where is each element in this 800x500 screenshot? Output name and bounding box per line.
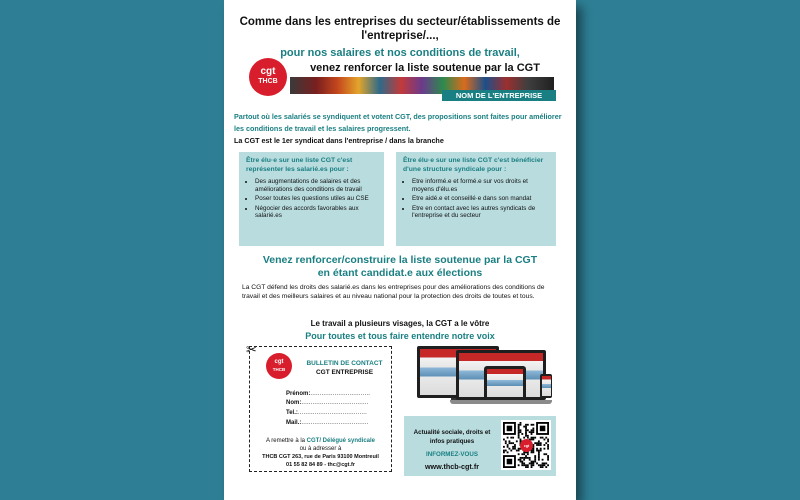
cta-line1: Venez renforcer/construire la liste soutenue par la CGT <box>262 254 538 266</box>
list-item: • Poser toutes les questions utiles au CSE <box>255 195 377 203</box>
website-link[interactable]: www.thcb-cgt.fr <box>424 462 480 471</box>
list-item: • Etre aidé.e et conseillé·e dans son mandat <box>412 195 549 203</box>
nom-label: Nom: <box>286 400 302 406</box>
mail-label: Mail.: <box>286 420 302 426</box>
list-item: • Etre en contact avec les autres syndicats de l'entreprise et du secteur <box>412 205 549 220</box>
info-cta: INFORMEZ-VOUS <box>426 451 478 458</box>
intro-highlight: Partout où les salariés se syndiquent et votent CGT, des propositions sont faites pour améliorer les conditions de travail et les salaires progressent. <box>234 112 562 133</box>
cgt-logo-icon <box>264 351 294 381</box>
logo-brand: cgt <box>260 66 276 77</box>
logo-sub: THCB <box>258 78 278 85</box>
header-line3: venez renforcer la liste soutenue par la CGT <box>310 62 540 74</box>
panel-structure <box>396 152 556 246</box>
prenom-field[interactable] <box>286 391 370 397</box>
mail-field[interactable] <box>286 420 369 426</box>
tablet-image <box>484 366 526 400</box>
nom-field[interactable] <box>286 400 369 406</box>
flyer-page <box>224 0 576 500</box>
remit-highlight: CGT/ Délégué syndicale <box>306 438 376 444</box>
contact-line: 01 55 82 84 89 - thc@cgt.fr <box>286 462 355 468</box>
list-item: • Etre informé.e et formé.e sur vos droits et moyens d'élu.es <box>412 178 549 193</box>
logo-sub: THCB <box>272 367 286 372</box>
coupon-subtitle: CGT ENTREPRISE <box>315 369 374 376</box>
info-text: Actualité sociale, droits et infos pratiques <box>413 429 491 445</box>
list-item: • Négocier des accords favorables aux salarié.es <box>255 205 377 220</box>
slogan-1: Le travail a plusieurs visages, la CGT a le vôtre <box>310 319 490 328</box>
panel-left-title: Être élu·e sur une liste CGT c'est représenter les salarié.es pour : <box>246 157 353 173</box>
remit-prefix: A remettre à la <box>265 438 307 444</box>
coupon-remit-text <box>254 437 387 453</box>
cta-line2: en étant candidat.e aux élections <box>317 267 483 279</box>
tel-field[interactable] <box>286 410 367 416</box>
panel-right-title: Être élu·e sur une liste CGT c'est bénéficier d'une structure syndicale pour : <box>403 157 544 173</box>
tel-label: Tel.: <box>286 410 298 416</box>
laptop-base <box>450 400 552 404</box>
cta-heading <box>234 254 566 280</box>
slogan-2: Pour toutes et tous faire entendre notre voix <box>305 331 495 341</box>
company-name-label: NOM DE L'ENTREPRISE <box>442 90 556 101</box>
panel-representer <box>239 152 384 246</box>
panel-left-list <box>246 178 377 220</box>
scissors-icon: ✂ <box>246 342 257 357</box>
body-text: La CGT défend les droits des salarié.es dans les entreprises pour des améliorations des conditions de travail et des meilleurs salaires et au niveau national pour la protection des droits de toutes et tous. <box>242 284 545 301</box>
qr-logo-icon <box>520 439 533 452</box>
list-item: • Des augmentations de salaires et des améliorations des conditions de travail <box>255 178 377 193</box>
nom-dots: .................................... <box>301 400 369 406</box>
remit-suffix: ou à adresser à <box>299 446 342 452</box>
coupon-address <box>254 453 387 469</box>
qr-logo-text: cgt <box>523 443 530 448</box>
mail-dots: .................................... <box>301 420 369 426</box>
intro-note: La CGT est le 1er syndicat dans l'entreprise / dans la branche <box>234 136 444 145</box>
address-line: THCB CGT 263, rue de Paris 93100 Montreuil <box>262 454 379 460</box>
header-line2: pour nos salaires et nos conditions de travail, <box>280 47 520 59</box>
panel-right-list <box>403 178 549 220</box>
prenom-label: Prénom: <box>286 391 311 397</box>
header-line1: Comme dans les entreprises du secteur/établissements de l'entreprise/..., <box>239 16 561 42</box>
coupon-title: BULLETIN DE CONTACT <box>306 360 383 367</box>
prenom-dots: ................................ <box>310 391 371 397</box>
cgt-logo-icon <box>246 57 290 97</box>
tel-dots: ..................................... <box>297 410 367 416</box>
logo-brand: cgt <box>274 359 284 365</box>
phone-image <box>540 374 552 398</box>
